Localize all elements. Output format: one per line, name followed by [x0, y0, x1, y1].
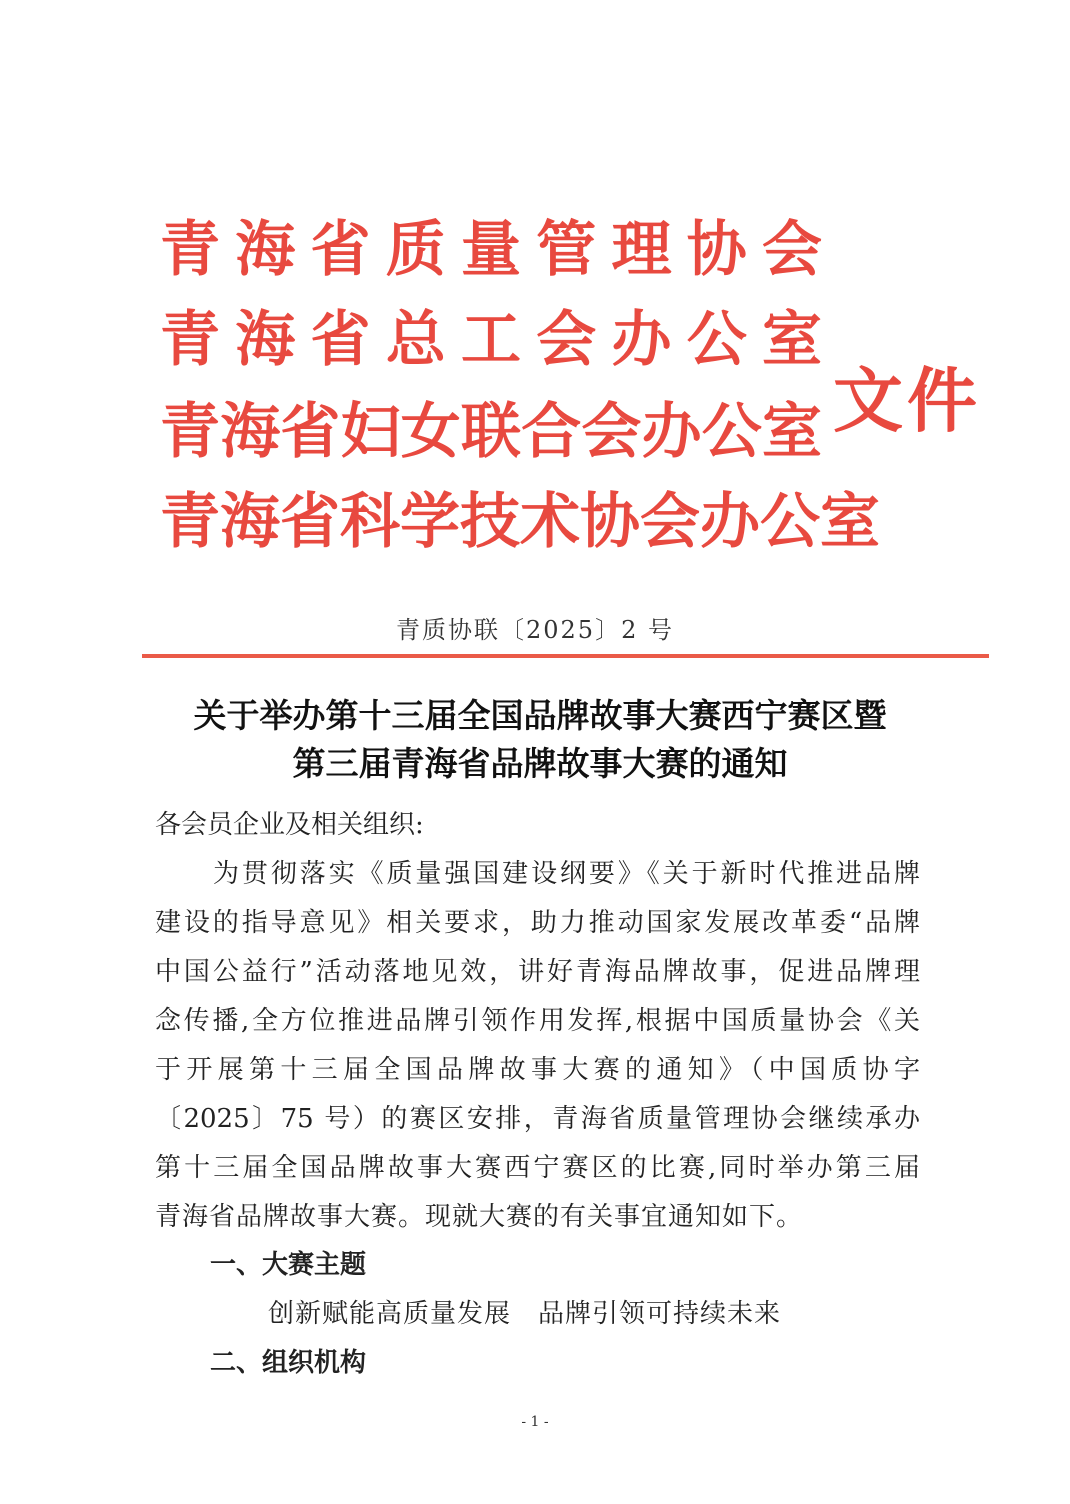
document-title-line-2: 第三届青海省品牌故事大赛的通知: [292, 744, 788, 783]
contest-theme: 创新赋能高质量发展 品牌引领可持续未来: [268, 1299, 782, 1329]
document-number: 青质协联〔2025〕2 号: [396, 616, 674, 644]
page-number: - 1 -: [521, 1414, 549, 1430]
salutation: 各会员企业及相关组织:: [155, 810, 424, 840]
paragraph-line: 念传播,全方位推进品牌引领作用发挥,根据中国质量协会《关: [155, 1006, 920, 1036]
issuing-org-2: 青海省总工会办公室: [160, 305, 822, 375]
paragraph-line: 中国公益行”活动落地见效，讲好青海品牌故事，促进品牌理: [155, 957, 920, 987]
document-suffix: 文件: [833, 359, 981, 442]
issuing-org-3: 青海省妇女联合会办公室: [160, 397, 822, 467]
document-title-line-1: 关于举办第十三届全国品牌故事大赛西宁赛区暨: [193, 696, 887, 735]
section-heading-organization: 二、组织机构: [210, 1348, 367, 1378]
paragraph-line: 建设的指导意见》相关要求，助力推动国家发展改革委“品牌: [155, 908, 920, 938]
issuing-org-1: 青海省质量管理协会: [160, 215, 822, 285]
paragraph-line: 于开展第十三届全国品牌故事大赛的通知》（中国质协字: [155, 1055, 920, 1085]
paragraph-line: 第十三届全国品牌故事大赛西宁赛区的比赛,同时举办第三届: [155, 1153, 920, 1183]
paragraph-line: 青海省品牌故事大赛。现就大赛的有关事宜通知如下。: [155, 1202, 804, 1232]
red-divider: [142, 654, 989, 658]
issuing-org-4: 青海省科学技术协会办公室: [160, 487, 880, 557]
paragraph-line: 为贯彻落实《质量强国建设纲要》《关于新时代推进品牌: [213, 859, 920, 889]
paragraph-line: 〔2025〕75 号）的赛区安排，青海省质量管理协会继续承办: [155, 1104, 920, 1134]
section-heading-theme: 一、大赛主题: [210, 1250, 367, 1280]
